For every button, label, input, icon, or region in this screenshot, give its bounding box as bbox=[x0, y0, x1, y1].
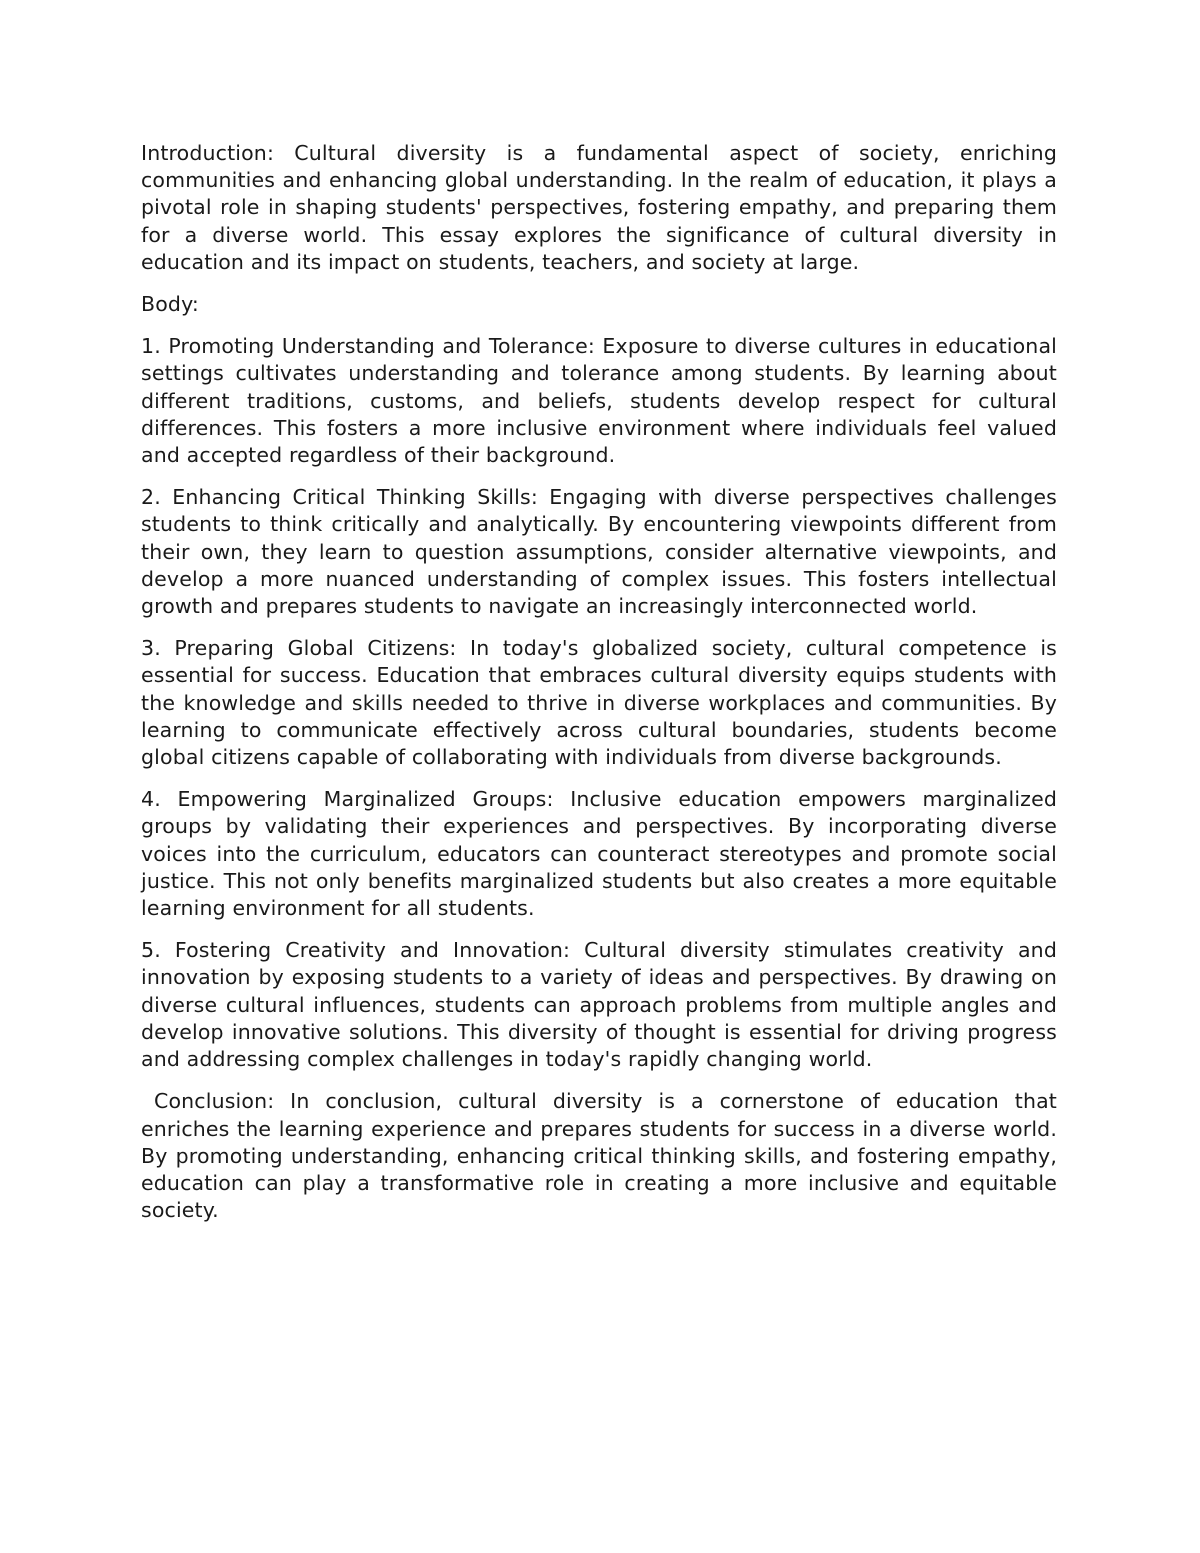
conclusion-paragraph: Conclusion: In conclusion, cultural diversity is a cornerstone of education that enriches the learning experience and prepares students for success in a diverse world. By promoting understanding, enhancing critical thinking skills, and fostering empathy, education can play a transformative role in creating a more inclusive and equitable society. bbox=[141, 1089, 1057, 1223]
point-5-paragraph: 5. Fostering Creativity and Innovation: Cultural diversity stimulates creativity and innovation by exposing students to a variety of ideas and perspectives. By drawing on diverse cultural influences, students can approach problems from multiple angles and develop innovative solutions. This diversity of thought is essential for driving progress and addressing complex challenges in today's rapidly changing world. bbox=[141, 938, 1057, 1072]
document-body bbox=[141, 140, 1057, 1239]
introduction-paragraph: Introduction: Cultural diversity is a fundamental aspect of society, enriching communities and enhancing global understanding. In the realm of education, it plays a pivotal role in shaping students' perspectives, fostering empathy, and preparing them for a diverse world. This essay explores the significance of cultural diversity in education and its impact on students, teachers, and society at large. bbox=[141, 141, 1057, 274]
point-4-paragraph: 4. Empowering Marginalized Groups: Inclusive education empowers marginalized groups by validating their experiences and perspectives. By incorporating diverse voices into the curriculum, educators can counteract stereotypes and promote social justice. This not only benefits marginalized students but also creates a more equitable learning environment for all students. bbox=[141, 787, 1057, 921]
point-1-paragraph: 1. Promoting Understanding and Tolerance: Exposure to diverse cultures in educational settings cultivates understanding and tolerance among students. By learning about different traditions, customs, and beliefs, students develop respect for cultural differences. This fosters a more inclusive environment where individuals feel valued and accepted regardless of their background. bbox=[141, 334, 1057, 468]
point-3-paragraph: 3. Preparing Global Citizens: In today's globalized society, cultural competence is essential for success. Education that embraces cultural diversity equips students with the knowledge and skills needed to thrive in diverse workplaces and communities. By learning to communicate effectively across cultural boundaries, students become global citizens capable of collaborating with individuals from diverse backgrounds. bbox=[141, 636, 1057, 770]
body-heading: Body: bbox=[141, 292, 199, 317]
point-2-paragraph: 2. Enhancing Critical Thinking Skills: Engaging with diverse perspectives challenges students to think critically and analytically. By encountering viewpoints different from their own, they learn to question assumptions, consider alternative viewpoints, and develop a more nuanced understanding of complex issues. This fosters intellectual growth and prepares students to navigate an increasingly interconnected world. bbox=[141, 485, 1057, 619]
